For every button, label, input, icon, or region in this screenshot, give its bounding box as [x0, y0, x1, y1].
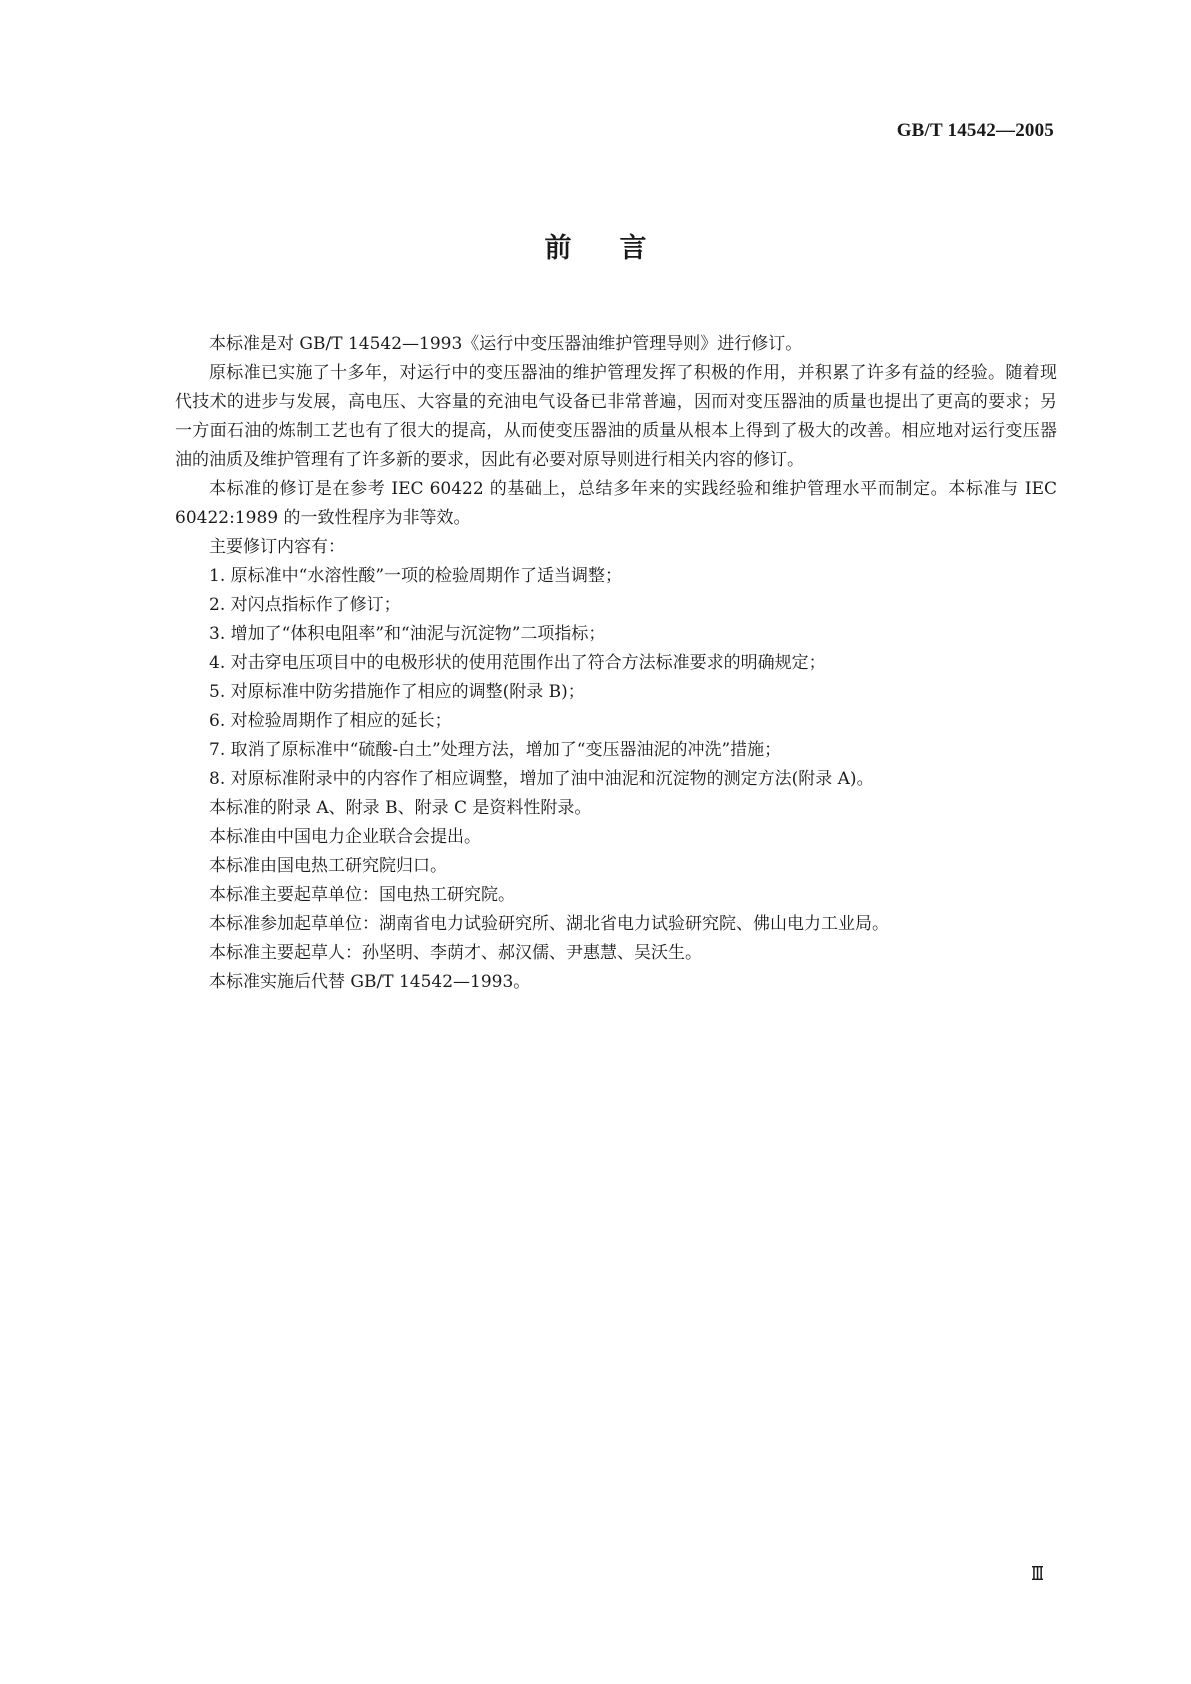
standard-number: GB/T 14542—2005 — [896, 120, 1054, 141]
paragraph: 本标准参加起草单位：湖南省电力试验研究所、湖北省电力试验研究院、佛山电力工业局。 — [209, 914, 889, 934]
page-number-roman-three — [1031, 1566, 1044, 1580]
revision-item: 5. 对原标准中防劣措施作了相应的调整(附录 B)； — [209, 682, 585, 702]
paragraph: 原标准已实施了十多年，对运行中的变压器油的维护管理发挥了积极的作用，并积累了许多有益的经验。随着现代技术的进步与发展，高电压、大容量的充油电气设备已非常普遍，因而对变压器油的质量也提出了更高的要求；另一方面石油的炼制工艺也有了很大的提高，从而使变压器油的质量从根本上得到了极大的改善。相应地对运行变压器油的油质及维护管理有了许多新的要求，因此有必要对原导则进行相关内容的修订。 — [175, 363, 1057, 470]
revision-item: 3. 增加了“体积电阻率”和“油泥与沉淀物”二项指标； — [209, 624, 606, 644]
revision-item: 4. 对击穿电压项目中的电极形状的使用范围作出了符合方法标准要求的明确规定； — [209, 653, 826, 673]
paragraph: 本标准由中国电力企业联合会提出。 — [209, 827, 481, 847]
paragraph: 本标准由国电热工研究院归口。 — [209, 856, 447, 876]
foreword-body — [175, 330, 1057, 997]
revision-item: 2. 对闪点指标作了修订； — [209, 595, 401, 615]
paragraph: 本标准是对 GB/T 14542—1993《运行中变压器油维护管理导则》进行修订。 — [209, 334, 803, 354]
revision-item: 7. 取消了原标准中“硫酸-白土”处理方法，增加了“变压器油泥的冲洗”措施； — [209, 740, 782, 760]
paragraph: 本标准主要起草人：孙坚明、李荫才、郝汉儒、尹惠慧、吴沃生。 — [209, 943, 702, 963]
revision-item: 1. 原标准中“水溶性酸”一项的检验周期作了适当调整； — [209, 566, 623, 586]
paragraph: 本标准的附录 A、附录 B、附录 C 是资料性附录。 — [209, 798, 592, 818]
paragraph: 本标准的修订是在参考 IEC 60422 的基础上，总结多年来的实践经验和维护管理水平而制定。本标准与 IEC 60422:1989 的一致性程序为非等效。 — [175, 479, 1057, 528]
paragraph: 本标准实施后代替 GB/T 14542—1993。 — [209, 972, 531, 992]
revision-item: 8. 对原标准附录中的内容作了相应调整，增加了油中油泥和沉淀物的测定方法(附录 A)。 — [209, 769, 874, 789]
revision-item: 6. 对检验周期作了相应的延长； — [209, 711, 452, 731]
paragraph: 本标准主要起草单位：国电热工研究院。 — [209, 885, 515, 905]
page-title: 前言 — [544, 233, 695, 264]
paragraph: 主要修订内容有： — [209, 537, 345, 557]
